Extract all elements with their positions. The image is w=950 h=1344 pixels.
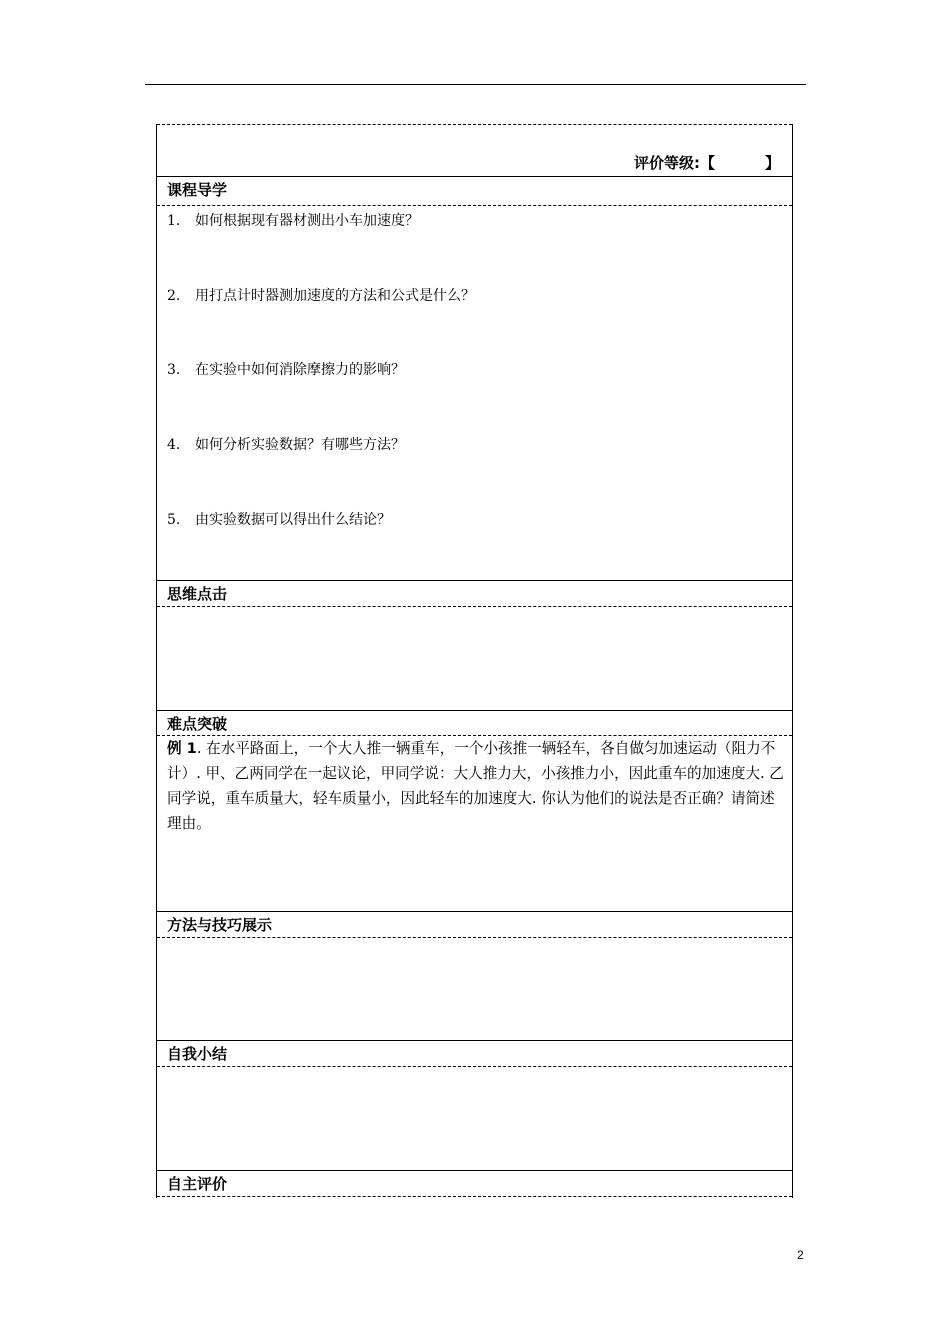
question-item: 3. 在实验中如何消除摩擦力的影响？ [167, 362, 405, 378]
divider [157, 1066, 792, 1067]
divider [157, 205, 792, 206]
divider [157, 606, 792, 607]
section-title-guide: 课程导学 [167, 181, 228, 199]
question-item: 2. 用打点计时器测加速度的方法和公式是什么？ [167, 288, 475, 304]
divider [157, 937, 792, 938]
section-title-evaluation: 自主评价 [167, 1175, 228, 1193]
question-item: 5. 由实验数据可以得出什么结论？ [167, 512, 391, 528]
question-item: 1. 如何根据现有器材测出小车加速度？ [167, 213, 419, 229]
divider [157, 176, 792, 177]
page-number: 2 [797, 1248, 804, 1262]
example-text: . 在水平路面上，一个大人推一辆重车，一个小孩推一辆轻车，各自做匀加速运动（阻力不计）. 甲、乙两同学在一起议论，甲同学说：大人推力大，小孩推力小，因此重车的加速度大. 乙同学说，重车质量大，轻车质量小，因此轻车的加速度大. 你认为他们的说法是否正确？请简述理由。 [167, 740, 784, 832]
evaluation-grade [634, 152, 780, 173]
question-item: 4. 如何分析实验数据？有哪些方法？ [167, 437, 405, 453]
divider [157, 710, 792, 711]
grade-open-bracket: 【 [699, 154, 715, 172]
divider [157, 1196, 792, 1197]
example-tag: 例 1 [167, 740, 197, 757]
example-problem [167, 736, 785, 836]
section-title-methods: 方法与技巧展示 [167, 916, 273, 934]
section-title-summary: 自我小结 [167, 1045, 228, 1063]
section-title-difficulty: 难点突破 [167, 715, 228, 733]
grade-close-bracket: 】 [764, 154, 780, 172]
divider [157, 911, 792, 912]
top-dashed-border [157, 124, 792, 125]
grade-label: 评价等级: [633, 154, 700, 172]
divider [157, 580, 792, 581]
divider [157, 1170, 792, 1171]
divider [157, 1040, 792, 1041]
header-rule [145, 84, 806, 85]
section-title-thinking: 思维点击 [167, 585, 228, 603]
study-sheet-table [156, 124, 793, 1198]
